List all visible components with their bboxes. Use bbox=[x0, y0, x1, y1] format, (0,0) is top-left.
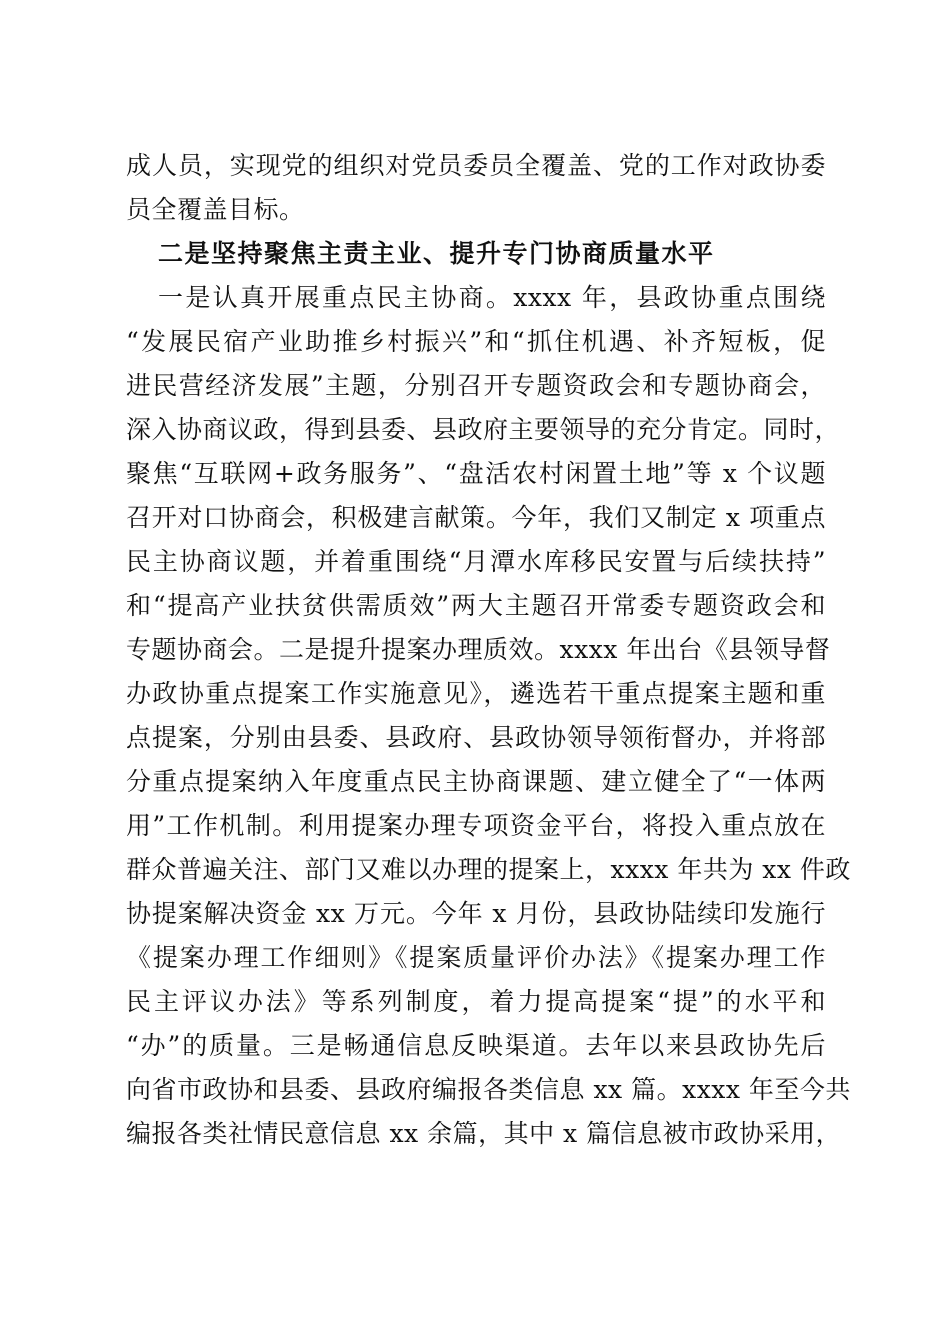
text-line: “发展民宿产业助推乡村振兴”和“抓住机遇、补齐短板，促 bbox=[126, 327, 826, 356]
text-line: 深入协商议政，得到县委、县政府主要领导的充分肯定。同时， bbox=[126, 415, 841, 444]
text-line: 点提案，分别由县委、县政府、县政协领导领衔督办，并将部 bbox=[126, 723, 826, 752]
text-line: 召开对口协商会，积极建言献策。今年，我们又制定 x 项重点 bbox=[126, 503, 826, 532]
text-line: 专题协商会。二是提升提案办理质效。xxxx 年出台《县领导督 bbox=[126, 635, 831, 664]
text-line: 民主评议办法》等系列制度，着力提高提案“提”的水平和 bbox=[126, 987, 826, 1016]
text-line: 办政协重点提案工作实施意见》，遴选若干重点提案主题和重 bbox=[126, 679, 826, 708]
text-line: 进民营经济发展”主题，分别召开专题资政会和专题协商会， bbox=[126, 371, 826, 400]
text-line: 和“提高产业扶贫供需质效”两大主题召开常委专题资政会和 bbox=[126, 591, 826, 620]
text-line: 用”工作机制。利用提案办理专项资金平台，将投入重点放在 bbox=[126, 811, 826, 840]
text-line: 编报各类社情民意信息 xx 余篇，其中 x 篇信息被市政协采用， bbox=[126, 1119, 842, 1148]
text-line: 协提案解决资金 xx 万元。今年 x 月份，县政协陆续印发施行 bbox=[126, 899, 826, 928]
section-heading: 二是坚持聚焦主责主业、提升专门协商质量水平 bbox=[158, 239, 715, 268]
text-line: 《提案办理工作细则》《提案质量评价办法》《提案办理工作 bbox=[126, 943, 826, 972]
text-line: 聚焦“互联网+政务服务”、“盘活农村闲置土地”等 x 个议题 bbox=[126, 459, 826, 488]
text-line: “办”的质量。三是畅通信息反映渠道。去年以来县政协先后 bbox=[126, 1031, 826, 1060]
text-line: 民主协商议题，并着重围绕“月潭水库移民安置与后续扶持” bbox=[126, 547, 826, 576]
text-line: 成人员，实现党的组织对党员委员全覆盖、党的工作对政协委 bbox=[126, 151, 826, 180]
paragraph-first-line: 一是认真开展重点民主协商。xxxx 年，县政协重点围绕 bbox=[158, 283, 826, 312]
text-line: 员全覆盖目标。 bbox=[126, 195, 305, 224]
text-line: 向省市政协和县委、县政府编报各类信息 xx 篇。xxxx 年至今共 bbox=[126, 1075, 851, 1104]
text-line: 分重点提案纳入年度重点民主协商课题、建立健全了“一体两 bbox=[126, 767, 826, 796]
text-line: 群众普遍关注、部门又难以办理的提案上，xxxx 年共为 xx 件政 bbox=[126, 855, 851, 884]
